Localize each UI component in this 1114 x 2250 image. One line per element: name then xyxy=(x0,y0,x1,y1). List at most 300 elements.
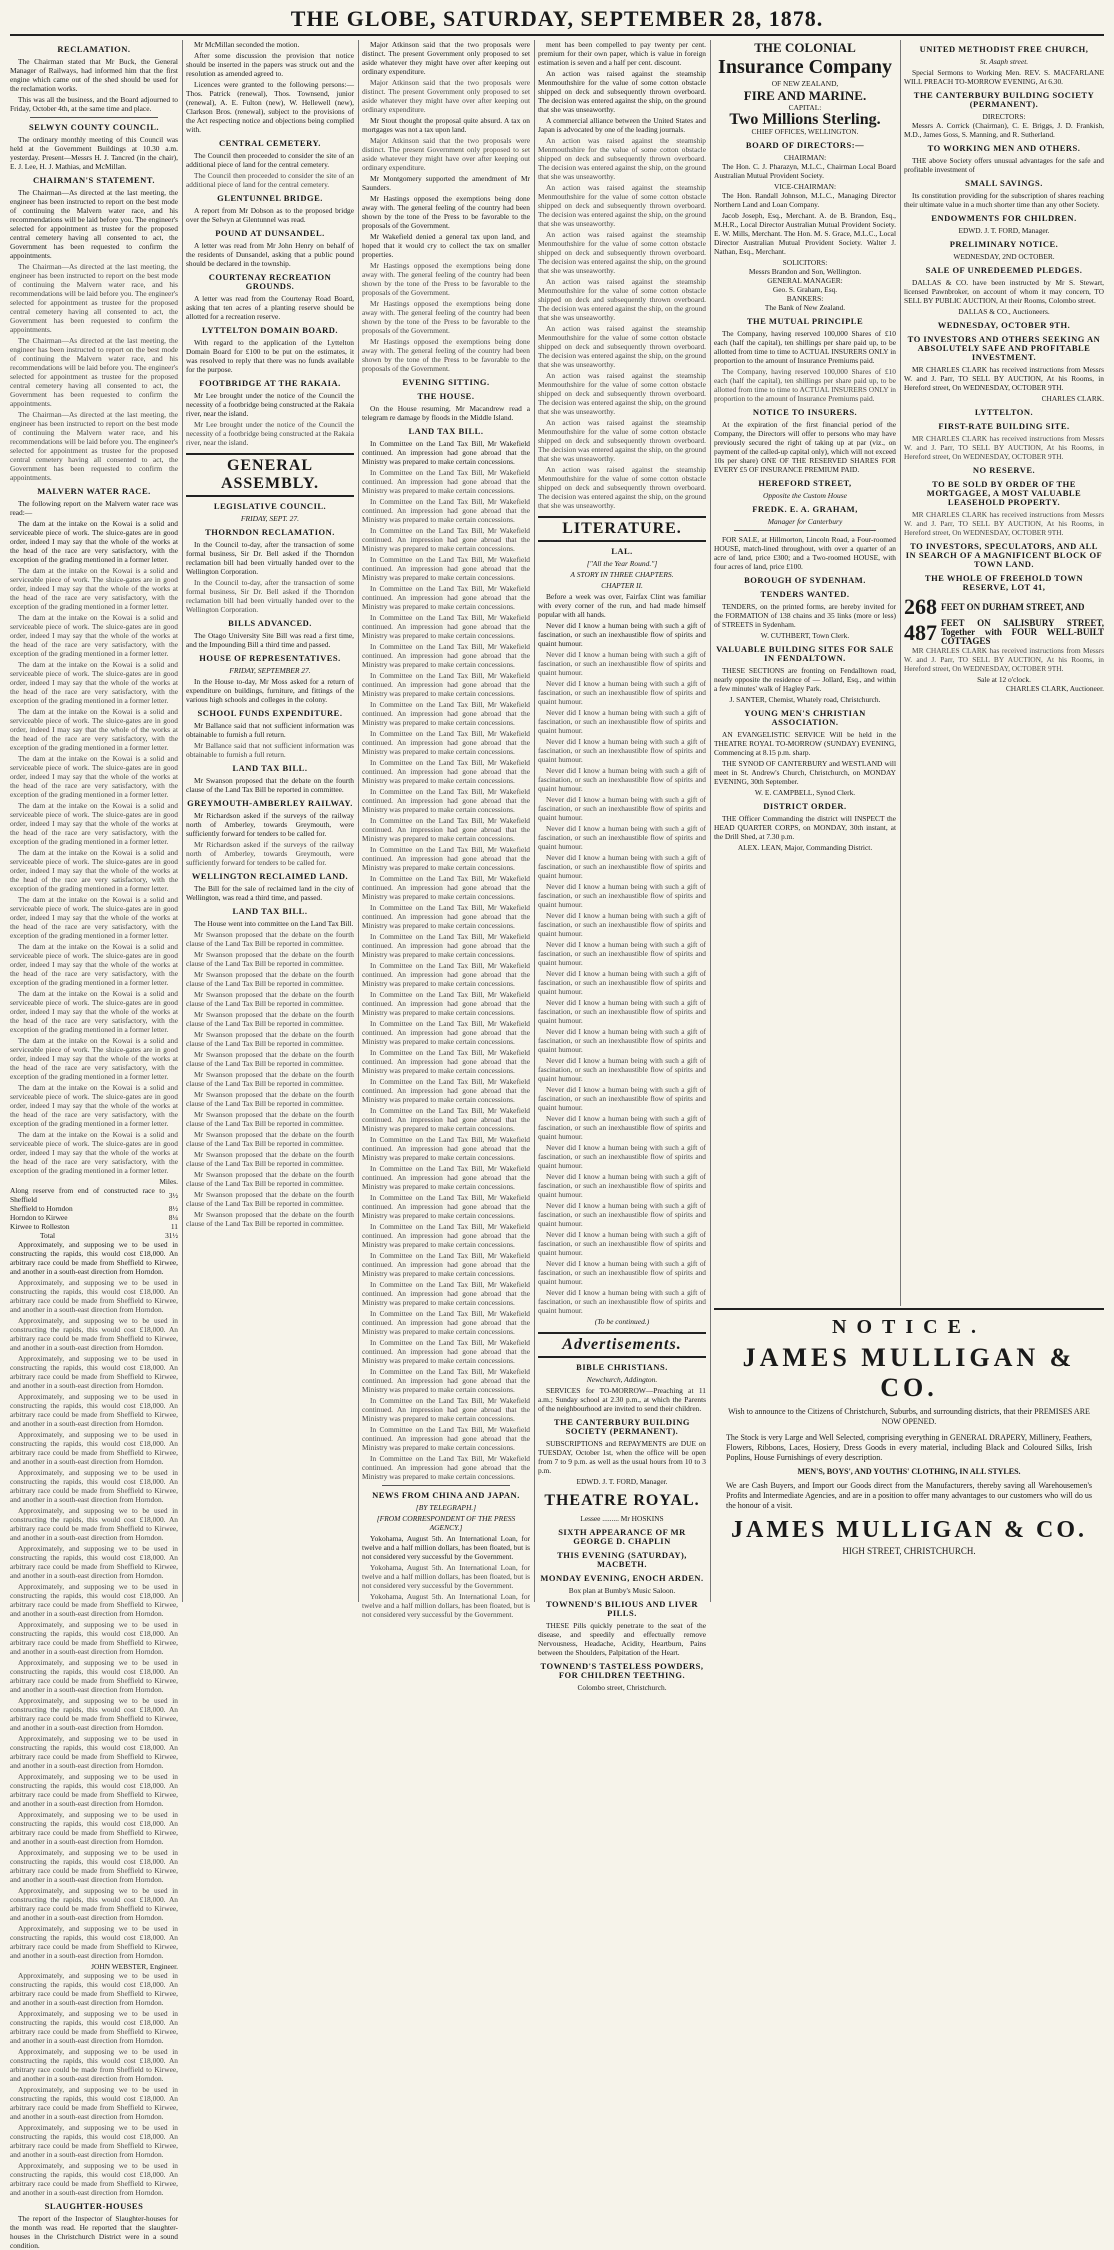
solicitors: Messrs Brandon and Son, Wellington. xyxy=(748,267,862,276)
mulligan-name: JAMES MULLIGAN & CO. xyxy=(742,1343,1076,1402)
divider xyxy=(30,117,158,118)
townends-tasteless: TOWNEND'S TASTELESS POWDERS, FOR CHILDREN TEETHING. xyxy=(540,1661,704,1680)
clark-filler: MR CHARLES CLARK has received instructions from Messrs W. and J. Parr, TO SELL BY AUCTION, At his Rooms, in Hereford street, On WEDNESDAY, OCTOBER 9TH. xyxy=(904,434,1104,461)
house-text: On the House resuming, Mr Macandrew read a telegram re damage by floods in the Middle Island. xyxy=(362,404,530,422)
news-sub-2: [FROM CORRESPONDENT OF THE PRESS AGENCY.] xyxy=(376,1514,516,1532)
bible-heading: BIBLE CHRISTIANS. xyxy=(576,1362,668,1372)
after-table-filler: Approximately, and supposing we to be used in constructing the rapids, this would cost £18,000. An arbitrary race could be made from Sheffield to Kirwee, and another in a south-east direction from Horndon. xyxy=(10,1392,178,1428)
landtax-filler: In Committee on the Land Tax Bill, Mr Wakefield continued. An impression had gone abroad that the Ministry was prepared to make certain concessions. xyxy=(362,990,530,1017)
small-text: Its constitution providing for the subscription of shares reaching their ultimate value in a much shorter time than any other Society. xyxy=(904,191,1104,209)
selwyn-text: The ordinary monthly meeting of this Council was held at the Government Buildings at 10.30 a.m. yesterday. Present—Messrs H. J. Tancred (in the chair), E. J. Lee, H. J. Mathias, and McMillan. xyxy=(10,135,178,171)
landtax-filler: In Committee on the Land Tax Bill, Mr Wakefield continued. An impression had gone abroad that the Ministry was prepared to make certain concessions. xyxy=(362,1309,530,1336)
landtax-filler: In Committee on the Land Tax Bill, Mr Wakefield continued. An impression had gone abroad that the Ministry was prepared to make certain concessions. xyxy=(362,1454,530,1481)
for-sale-text: FOR SALE, at Hillmorton, Lincoln Road, a Four-roomed HOUSE, match-lined throughout, with over a quarter of an acre of land, price £300; and a Two-roomed HOUSE, with four acres of land, price £100. xyxy=(714,535,896,571)
freehold-heading: THE WHOLE OF FREEHOLD TOWN RESERVE, LOT 41, xyxy=(924,573,1084,592)
greymouth-heading: GREYMOUTH-AMBERLEY RAILWAY. xyxy=(187,798,353,808)
bible-text: SERVICES for TO-MORROW—Preaching at 11 a.m.; Sunday school at 2.30 p.m., at which the Parents of the neighbourhood are invited to send their children. xyxy=(538,1386,706,1413)
wellington-text: The Bill for the sale of reclaimed land in the city of Wellington, was read a third time, and passed. xyxy=(186,884,354,902)
story-filler: Never did I know a human being with such a gift of fascination, or such an inexhaustible flow of spirits and quaint humour. xyxy=(538,1288,706,1315)
masthead: THE GLOBE, SATURDAY, SEPTEMBER 28, 1878. xyxy=(290,6,824,31)
landtax-filler: In Committee on the Land Tax Bill, Mr Wakefield continued. An impression had gone abroad that the Ministry was prepared to make certain concessions. xyxy=(362,497,530,524)
valuable-heading: VALUABLE BUILDING SITES FOR SALE IN FENDALTOWN. xyxy=(716,644,894,663)
miles-label: Miles. xyxy=(159,1177,178,1186)
after-table-filler: Approximately, and supposing we to be used in constructing the rapids, this would cost £18,000. An arbitrary race could be made from Sheffield to Kirwee, and another in a south-east direction from Horndon. xyxy=(10,2047,178,2083)
after-table-filler: Approximately, and supposing we to be used in constructing the rapids, this would cost £18,000. An arbitrary race could be made from Sheffield to Kirwee, and another in a south-east direction from Horndon. xyxy=(10,1316,178,1352)
landtax-filler: In Committee on the Land Tax Bill, Mr Wakefield continued. An impression had gone abroad that the Ministry was prepared to make certain concessions. xyxy=(362,1425,530,1452)
wakefield-filler: Mr Hastings opposed the exemptions being done away with. The general feeling of the country had been shown by the tone of the Press to be favorable to the proposals of the Government. xyxy=(362,299,530,335)
after-table-filler: Approximately, and supposing we to be used in constructing the rapids, this would cost £18,000. An arbitrary race could be made from Sheffield to Kirwee, and another in a south-east direction from Horndon. xyxy=(10,1354,178,1390)
ymca-text: AN EVANGELISTIC SERVICE Will be held in the THEATRE ROYAL TO-MORROW (SUNDAY) EVENING, Commencing at 8.15 p.m. sharp. xyxy=(714,730,896,757)
column-divider xyxy=(710,40,711,1602)
notice-heading: NOTICE TO INSURERS. xyxy=(752,407,858,417)
after-table-filler: Approximately, and supposing we to be used in constructing the rapids, this would cost £18,000. An arbitrary race could be made from Sheffield to Kirwee, and another in a south-east direction from Horndon. xyxy=(10,1971,178,2007)
land-tax-filler: Mr Swanson proposed that the debate on the fourth clause of the Land Tax Bill be reported in committee. xyxy=(186,1030,354,1048)
landtax-filler: In Committee on the Land Tax Bill, Mr Wakefield continued. An impression had gone abroad that the Ministry was prepared to make certain concessions. xyxy=(362,1396,530,1423)
table-cell-value: 11 xyxy=(170,1222,178,1231)
land-tax-heading: LAND TAX BILL. xyxy=(232,763,308,773)
news-heading: NEWS FROM CHINA AND JAPAN. xyxy=(372,1490,520,1500)
malvern-body-filler: The dam at the intake on the Kowai is a solid and serviceable piece of work. The sluice-gates are in good order, indeed I may say that the whole of the works at the head of the race are very satisfactory, with the exception of the grading mentioned in a former letter. xyxy=(10,848,178,893)
after-table-filler: Approximately, and supposing we to be used in constructing the rapids, this would cost £18,000. An arbitrary race could be made from Sheffield to Kirwee, and another in a south-east direction from Horndon. xyxy=(10,1924,178,1960)
landtax-filler: In Committee on the Land Tax Bill, Mr Wakefield continued. An impression had gone abroad that the Ministry was prepared to make certain concessions. xyxy=(362,1251,530,1278)
landtax-filler: In Committee on the Land Tax Bill, Mr Wakefield continued. An impression had gone abroad that the Ministry was prepared to make certain concessions. xyxy=(362,1164,530,1191)
capital: Two Millions Sterling. xyxy=(729,111,881,128)
landtax-filler: In Committee on the Land Tax Bill, Mr Wakefield continued. An impression had gone abroad that the Ministry was prepared to make certain concessions. xyxy=(362,1193,530,1220)
story-filler: Never did I know a human being with such a gift of fascination, or such an inexhaustible flow of spirits and quaint humour. xyxy=(538,998,706,1025)
directors-label: DIRECTORS: xyxy=(982,112,1026,121)
after-table-filler: Approximately, and supposing we to be used in constructing the rapids, this would cost £18,000. An arbitrary race could be made from Sheffield to Kirwee, and another in a south-east direction from Horndon. xyxy=(10,1810,178,1846)
graham-sub: Manager for Canterbury xyxy=(767,517,843,526)
column-6 xyxy=(904,40,1104,1306)
landtax-filler: In Committee on the Land Tax Bill, Mr Wakefield continued. An impression had gone abroad that the Ministry was prepared to make certain concessions. xyxy=(362,700,530,727)
unredeemed-heading: SALE OF UNREDEEMED PLEDGES. xyxy=(925,265,1083,275)
column-2 xyxy=(186,40,354,1602)
mutual-text: The Company, having reserved 100,000 Shares of £10 each (half the capital), ten shillings per share paid up, to be allotted from time to time to ACTUAL INSURERS ONLY in proportion to the amount of Insurance Premiums paid. xyxy=(714,329,896,365)
ballance-filler: Mr Ballance said that not sufficient information was obtainable to furnish a full return. xyxy=(186,741,354,759)
story-filler: Never did I know a human being with such a gift of fascination, or such an inexhaustible flow of spirits and quaint humour. xyxy=(538,853,706,880)
lyttelton-heading: LYTTELTON. xyxy=(974,407,1034,417)
story-filler: Never did I know a human being with such a gift of fascination, or such an inexhaustible flow of spirits and quaint humour. xyxy=(538,1230,706,1257)
final-sign: CHARLES CLARK, Auctioneer. xyxy=(1005,684,1104,693)
mulligan-text-2: The Stock is very Large and Well Selected, comprising everything in GENERAL DRAPERY, Millinery, Feathers, Flowers, Ribbons, Laces, Hosiery, Dress Goods in every material, including Black and Coloured Silks, Irish Poplins, House Furnishings of every description. xyxy=(726,1433,1092,1462)
synod-text: THE SYNOD OF CANTERBURY and WESTLAND will meet in St. Andrew's Church, Christchurch, on MONDAY EVENING, 30th September. xyxy=(714,759,896,786)
reclamation-heading: RECLAMATION. xyxy=(57,44,131,54)
malvern-body-filler: The dam at the intake on the Kowai is a solid and serviceable piece of work. The sluice-gates are in good order, indeed I may say that the whole of the works at the head of the race are very satisfactory, with the exception of the grading mentioned in a former letter. xyxy=(10,660,178,705)
clark-sign: CHARLES CLARK. xyxy=(1041,394,1104,403)
district-sign: ALEX. LEAN, Major, Commanding District. xyxy=(737,843,873,852)
legislative-heading: LEGISLATIVE COUNCIL. xyxy=(213,501,327,511)
table-cell-value: 31½ xyxy=(165,1231,178,1240)
top-filler: An action was raised against the steamship Menmouthshire for the value of some cotton obstacle shipped on deck and subsequently thrown overboard. The decision was entered against the ship, on the ground that she was unseaworthy. xyxy=(538,465,706,510)
rakaia-filler: Mr Lee brought under the notice of the Council the necessity of a footbridge being constructed at the Rakaia river, near the island. xyxy=(186,420,354,447)
intro-text: Mr McMillan seconded the motion. xyxy=(194,40,300,49)
malvern-body-filler: The dam at the intake on the Kowai is a solid and serviceable piece of work. The sluice-gates are in good order, indeed I may say that the whole of the works at the head of the race are very satisfactory, with the exception of the grading mentioned in a former letter. xyxy=(10,1036,178,1081)
selwyn-heading: SELWYN COUNTY COUNCIL. xyxy=(28,122,160,132)
landtax-filler: In Committee on the Land Tax Bill, Mr Wakefield continued. An impression had gone abroad that the Ministry was prepared to make certain concessions. xyxy=(362,1135,530,1162)
theatre-appearance: SIXTH APPEARANCE OF MR GEORGE D. CHAPLIN xyxy=(558,1527,686,1546)
chairman-label: CHAIRMAN: xyxy=(783,153,827,162)
malvern-body-filler: The dam at the intake on the Kowai is a solid and serviceable piece of work. The sluice-gates are in good order, indeed I may say that the whole of the works at the head of the race are very satisfactory, with the exception of the grading mentioned in a former letter. xyxy=(10,801,178,846)
hereford-heading: HEREFORD STREET, xyxy=(758,478,852,488)
news-text: Yokohama, August 5th. An International Loan, for twelve and a half million dollars, has been floated, but is not considered very successful by the Government. xyxy=(362,1534,530,1561)
table-row xyxy=(10,1186,178,1204)
rakaia-heading: FOOTBRIDGE AT THE RAKAIA. xyxy=(199,378,341,388)
manager: Geo. S. Graham, Esq. xyxy=(772,285,838,294)
after-table-filler: Approximately, and supposing we to be used in constructing the rapids, this would cost £18,000. An arbitrary race could be made from Sheffield to Kirwee, and another in a south-east direction from Horndon. xyxy=(10,1696,178,1732)
district-text: THE Officer Commanding the district will INSPECT the HEAD QUARTER CORPS, on MONDAY, 30th instant, at the Drill Shed, at 7.30 p.m. xyxy=(714,814,896,841)
column-3 xyxy=(362,40,530,1619)
landtax-filler: In Committee on the Land Tax Bill, Mr Wakefield continued. An impression had gone abroad that the Ministry was prepared to make certain concessions. xyxy=(362,1077,530,1104)
malvern-body-filler: The dam at the intake on the Kowai is a solid and serviceable piece of work. The sluice-gates are in good order, indeed I may say that the whole of the works at the head of the race are very satisfactory, with the exception of the grading mentioned in a former letter. xyxy=(10,566,178,611)
montgomery-text: Mr Montgomery supported the amendment of Mr Saunders. xyxy=(362,174,530,192)
story-filler: Never did I know a human being with such a gift of fascination, or such an inexhaustible flow of spirits and quaint humour. xyxy=(538,1143,706,1170)
land-tax-filler: Mr Swanson proposed that the debate on the fourth clause of the Land Tax Bill be reported in committee. xyxy=(186,1110,354,1128)
frontage-salisbury xyxy=(904,619,1104,646)
story-filler: Never did I know a human being with such a gift of fascination, or such an inexhaustible flow of spirits and quaint humour. xyxy=(538,708,706,735)
thorndon-text: In the Council to-day, after the transaction of some formal business, Sir Dr. Bell asked if the Thorndon reclamation bill had been virtually handed over to the Wellington Corporation. xyxy=(186,540,354,576)
townends-text: THESE Pills quickly penetrate to the seat of the disease, and speedily and effectually remove Nervousness, Headache, Acidity, Heartburn, Pains between the Shoulders, Palpitation of the Heart. xyxy=(538,1621,706,1657)
land-tax-text: Mr Swanson proposed that the debate on the fourth clause of the Land Tax Bill be reported in committee. xyxy=(186,776,354,794)
investors-heading: TO INVESTORS AND OTHERS SEEKING AN ABSOLUTELY SAFE AND PROFITABLE INVESTMENT. xyxy=(907,334,1101,362)
land-tax-filler: Mr Swanson proposed that the debate on the fourth clause of the Land Tax Bill be reported in committee. xyxy=(186,930,354,948)
land-tax-filler: Mr Swanson proposed that the debate on the fourth clause of the Land Tax Bill be reported in committee. xyxy=(186,1090,354,1108)
top-text-3: A commercial alliance between the United States and Japan is advocated by one of the leading journals. xyxy=(538,116,706,134)
landtax-filler: In Committee on the Land Tax Bill, Mr Wakefield continued. An impression had gone abroad that the Ministry was prepared to make certain concessions. xyxy=(362,468,530,495)
atkinson-text: Major Atkinson said that the two proposals were distinct. The present Government only proposed to set aside whatever they might have over after keeping out ordinary expenditure. xyxy=(362,40,530,76)
legislative-date: FRIDAY, SEPT. 27. xyxy=(240,514,300,523)
story-sub: ["All the Year Round."] xyxy=(586,559,658,568)
slaughter-text: The report of the Inspector of Slaughter-houses for the month was read. He reported that the slaughter-houses in the Christchurch District were in a sound condition. xyxy=(10,2214,178,2250)
land-tax-heading-2: LAND TAX BILL. xyxy=(232,906,308,916)
colonial-title-2: Insurance Company xyxy=(718,56,892,78)
continued: (To be continued.) xyxy=(594,1317,650,1326)
after-table-filler: Approximately, and supposing we to be used in constructing the rapids, this would cost £18,000. An arbitrary race could be made from Sheffield to Kirwee, and another in a south-east direction from Horndon. xyxy=(10,1620,178,1656)
landtax-filler: In Committee on the Land Tax Bill, Mr Wakefield continued. An impression had gone abroad that the Ministry was prepared to make certain concessions. xyxy=(362,874,530,901)
thorndon-filler: In the Council to-day, after the transaction of some formal business, Sir Dr. Bell asked if the Thorndon reclamation bill had been virtually handed over to the Wellington Corporation. xyxy=(186,578,354,614)
land-tax-filler: Mr Swanson proposed that the debate on the fourth clause of the Land Tax Bill be reported in committee. xyxy=(186,1010,354,1028)
table-cell-label: Along reserve from end of constructed race to Sheffield xyxy=(10,1186,166,1204)
adverts-heading: Advertisements. xyxy=(538,1332,706,1358)
licences-text: Licences were granted to the following persons:—Thos. Patrick (renewal), Thos. Townsend, junior (renewal), A. E. Fulton (new), W. Hellewell (new), Clarkson Bros. (renewal), subject to the provisions of the Act respecting notice and objections being complied with. xyxy=(186,80,354,134)
theatre-lessee: Lessee ......... Mr HOSKINS xyxy=(580,1514,664,1523)
stout-text: Mr Stout thought the proposal quite absurd. A tax on mortgages was not a tax upon land. xyxy=(362,116,530,134)
ballance-heading: SCHOOL FUNDS EXPENDITURE. xyxy=(197,708,343,718)
theatre-evening: THIS EVENING (SATURDAY), MACBETH. xyxy=(557,1550,687,1569)
landtax-filler: In Committee on the Land Tax Bill, Mr Wakefield continued. An impression had gone abroad that the Ministry was prepared to make certain concessions. xyxy=(362,1019,530,1046)
chairman-heading: CHAIRMAN'S STATEMENT. xyxy=(33,175,155,185)
wakefield-filler: Mr Hastings opposed the exemptions being done away with. The general feeling of the country had been shown by the tone of the Press to be favorable to the proposals of the Government. xyxy=(362,261,530,297)
landtax-filler: In Committee on the Land Tax Bill, Mr Wakefield continued. An impression had gone abroad that the Ministry was prepared to make certain concessions. xyxy=(362,1222,530,1249)
story-title: LAL. xyxy=(611,546,633,556)
story-filler: Never did I know a human being with such a gift of fascination, or such an inexhaustible flow of spirits and quaint humour. xyxy=(538,1114,706,1141)
colonial-title-1: THE COLONIAL xyxy=(754,40,856,55)
chairman-text: The Chairman—As directed at the last meeting, the engineer has been instructed to report on the best mode of continuing the Malvern water race, and his recommendations will be laid before you. The engineer's selected for appointment as trustee for the proposed central cemetery having all consented to act, the Government has been requested to confirm the appointments. xyxy=(10,188,178,260)
chairman-text-filler: The Chairman—As directed at the last meeting, the engineer has been instructed to report on the best mode of continuing the Malvern water race, and his recommendations will be laid before you. The engineer's selected for appointment as trustee for the proposed central cemetery having all consented to act, the Government has been requested to confirm the appointments. xyxy=(10,410,178,482)
malvern-body-filler: The dam at the intake on the Kowai is a solid and serviceable piece of work. The sluice-gates are in good order, indeed I may say that the whole of the works at the head of the race are very satisfactory, with the exception of the grading mentioned in a former letter. xyxy=(10,1130,178,1175)
after-table-filler: Approximately, and supposing we to be used in constructing the rapids, this would cost £18,000. An arbitrary race could be made from Sheffield to Kirwee, and another in a south-east direction from Horndon. xyxy=(10,2085,178,2121)
column-divider xyxy=(182,40,183,1602)
landtax-text: In Committee on the Land Tax Bill, Mr Wakefield continued. An impression had gone abroad that the Ministry was prepared to make certain concessions. xyxy=(362,439,530,466)
land-tax-filler: Mr Swanson proposed that the debate on the fourth clause of the Land Tax Bill be reported in committee. xyxy=(186,950,354,968)
story-filler: Never did I know a human being with such a gift of fascination, or such an inexhaustible flow of spirits and quaint humour. xyxy=(538,940,706,967)
after-table-filler: Approximately, and supposing we to be used in constructing the rapids, this would cost £18,000. An arbitrary race could be made from Sheffield to Kirwee, and another in a south-east direction from Horndon. xyxy=(10,1544,178,1580)
solicitors-label: SOLICITORS: xyxy=(782,258,828,267)
dallas-sign: DALLAS & CO., Auctioneers. xyxy=(958,307,1050,316)
literature-heading: LITERATURE. xyxy=(538,516,706,542)
house-text: In the House to-day, Mr Moss asked for a return of expenditure on buildings, furniture, and fittings of the various high schools and colleges in the colony. xyxy=(186,677,354,704)
valuable-sign: J. SANTER, Chemist, Whately road, Christchurch. xyxy=(729,695,881,704)
thorndon-heading: THORNDON RECLAMATION. xyxy=(205,527,335,537)
land-tax-filler: Mr Swanson proposed that the debate on the fourth clause of the Land Tax Bill be reported in committee. xyxy=(186,1170,354,1188)
story-filler: Never did I know a human being with such a gift of fascination, or such an inexhaustible flow of spirits and quaint humour. xyxy=(538,795,706,822)
colonial-title-3: OF NEW ZEALAND, xyxy=(771,79,839,88)
chapter: CHAPTER II. xyxy=(601,581,643,590)
malvern-body-filler: The dam at the intake on the Kowai is a solid and serviceable piece of work. The sluice-gates are in good order, indeed I may say that the whole of the works at the head of the race are very satisfactory, with the exception of the grading mentioned in a former letter. xyxy=(10,613,178,658)
recreation-heading: COURTENAY RECREATION GROUNDS. xyxy=(208,272,332,291)
signoff: JOHN WEBSTER, Engineer. xyxy=(91,1962,178,1971)
landtax-filler: In Committee on the Land Tax Bill, Mr Wakefield continued. An impression had gone abroad that the Ministry was prepared to make certain concessions. xyxy=(362,613,530,640)
after-table-text: Approximately, and supposing we to be used in constructing the rapids, this would cost £18,000. An arbitrary race could be made from Sheffield to Kirwee, and another in a south-east direction from Horndon. xyxy=(10,1240,178,1276)
house-date: FRIDAY, SEPTEMBER 27. xyxy=(229,666,311,675)
bills-heading: BILLS ADVANCED. xyxy=(228,618,312,628)
column-divider xyxy=(900,40,901,1306)
story-sub-2: A STORY IN THREE CHAPTERS. xyxy=(570,570,674,579)
after-table-filler: Approximately, and supposing we to be used in constructing the rapids, this would cost £18,000. An arbitrary race could be made from Sheffield to Kirwee, and another in a south-east direction from Horndon. xyxy=(10,1848,178,1884)
story-filler: Never did I know a human being with such a gift of fascination, or such an inexhaustible flow of spirits and quaint humour. xyxy=(538,1259,706,1286)
sitting-heading: EVENING SITTING. xyxy=(402,377,490,387)
canterbury-building: THE CANTERBURY BUILDING SOCIETY (PERMANENT). xyxy=(553,1417,691,1436)
malvern-body-filler: The dam at the intake on the Kowai is a solid and serviceable piece of work. The sluice-gates are in good order, indeed I may say that the whole of the works at the head of the race are very satisfactory, with the exception of the grading mentioned in a former letter. xyxy=(10,895,178,940)
top-filler: An action was raised against the steamship Menmouthshire for the value of some cotton obstacle shipped on deck and subsequently thrown overboard. The decision was entered against the ship, on the ground that she was unseaworthy. xyxy=(538,183,706,228)
top-filler: An action was raised against the steamship Menmouthshire for the value of some cotton obstacle shipped on deck and subsequently thrown overboard. The decision was entered against the ship, on the ground that she was unseaworthy. xyxy=(538,324,706,369)
ymca-heading: YOUNG MEN'S CHRISTIAN ASSOCIATION. xyxy=(744,708,866,727)
hereford-sub: Opposite the Custom House xyxy=(763,491,847,500)
vice: The Hon. Randall Johnson, M.L.C., Managing Director Northern Land and Loan Company. xyxy=(714,191,896,209)
landtax-filler: In Committee on the Land Tax Bill, Mr Wakefield continued. An impression had gone abroad that the Ministry was prepared to make certain concessions. xyxy=(362,903,530,930)
story-text: Before a week was over, Fairfax Clint was familiar with every corner of the run, and had made himself popular with all hands. xyxy=(538,592,706,619)
glentunnel-text: A report from Mr Dobson as to the proposed bridge over the Selwyn at Glentunnel was read. xyxy=(186,206,354,224)
top-text: ment has been compelled to pay twenty per cent. premium for their own paper, which is value in foreign estimation is seven and a half per cent. discount. xyxy=(538,40,706,67)
story-filler: Never did I know a human being with such a gift of fascination, or such an inexhaustible flow of spirits and quaint humour. xyxy=(538,679,706,706)
vice-label: VICE-CHAIRMAN: xyxy=(774,182,836,191)
story-filler: Never did I know a human being with such a gift of fascination, or such an inexhaustible flow of spirits and quaint humour. xyxy=(538,650,706,677)
after-table-filler: Approximately, and supposing we to be used in constructing the rapids, this would cost £18,000. An arbitrary race could be made from Sheffield to Kirwee, and another in a south-east direction from Horndon. xyxy=(10,1734,178,1770)
stout-filler: Major Atkinson said that the two proposals were distinct. The present Government only proposed to set aside whatever they might have over after keeping out ordinary expenditure. xyxy=(362,136,530,172)
after-table-filler: Approximately, and supposing we to be used in constructing the rapids, this would cost £18,000. An arbitrary race could be made from Sheffield to Kirwee, and another in a south-east direction from Horndon. xyxy=(10,1582,178,1618)
glentunnel-heading: GLENTUNNEL BRIDGE. xyxy=(217,193,323,203)
column-1 xyxy=(10,40,178,2250)
news-filler: Yokohama, August 5th. An International Loan, for twelve and a half million dollars, has been floated, but is not considered very successful by the Government. xyxy=(362,1563,530,1590)
landtax-filler: In Committee on the Land Tax Bill, Mr Wakefield continued. An impression had gone abroad that the Ministry was prepared to make certain concessions. xyxy=(362,961,530,988)
greymouth-text: Mr Richardson asked if the surveys of the railway north of Amberley, towards Greymouth, were sufficiently forward for tenders to be called for. xyxy=(186,811,354,838)
after-table-filler: Approximately, and supposing we to be used in constructing the rapids, this would cost £18,000. An arbitrary race could be made from Sheffield to Kirwee, and another in a south-east direction from Horndon. xyxy=(10,2123,178,2159)
landtax-filler: In Committee on the Land Tax Bill, Mr Wakefield continued. An impression had gone abroad that the Ministry was prepared to make certain concessions. xyxy=(362,671,530,698)
land-tax-filler: Mr Swanson proposed that the debate on the fourth clause of the Land Tax Bill be reported in committee. xyxy=(186,1130,354,1148)
landtax-filler: In Committee on the Land Tax Bill, Mr Wakefield continued. An impression had gone abroad that the Ministry was prepared to make certain concessions. xyxy=(362,816,530,843)
house-heading: HOUSE OF REPRESENTATIVES. xyxy=(199,653,341,663)
story-filler: Never did I know a human being with such a gift of fascination, or such an inexhaustible flow of spirits and quaint humour. xyxy=(538,824,706,851)
landtax-filler: In Committee on the Land Tax Bill, Mr Wakefield continued. An impression had gone abroad that the Ministry was prepared to make certain concessions. xyxy=(362,787,530,814)
first-rate: FIRST-RATE BUILDING SITE. xyxy=(938,421,1070,431)
chairman-text-filler: The Chairman—As directed at the last meeting, the engineer has been instructed to report on the best mode of continuing the Malvern water race, and his recommendations will be laid before you. The engineer's selected for appointment as trustee for the proposed central cemetery having all consented to act, the Government has been requested to confirm the appointments. xyxy=(10,336,178,408)
body-text: After some discussion the provision that notice should be inserted in the papers was struck out and the resolution as amended agreed to. xyxy=(186,51,354,78)
landtax-filler: In Committee on the Land Tax Bill, Mr Wakefield continued. An impression had gone abroad that the Ministry was prepared to make certain concessions. xyxy=(362,555,530,582)
table-row xyxy=(10,1204,178,1213)
land-tax-filler: Mr Swanson proposed that the debate on the fourth clause of the Land Tax Bill be reported in committee. xyxy=(186,1070,354,1088)
landtax-filler: In Committee on the Land Tax Bill, Mr Wakefield continued. An impression had gone abroad that the Ministry was prepared to make certain concessions. xyxy=(362,729,530,756)
divider xyxy=(734,530,876,531)
bankers-label: BANKERS: xyxy=(786,294,824,303)
wakefield-text: Mr Wakefield denied a general tax upon land, and hoped that it would cry to collect the tax on smaller properties. xyxy=(362,232,530,259)
bills-text: The Otago University Site Bill was read a first time, and the Impounding Bill a third time and passed. xyxy=(186,631,354,649)
after-table-filler: Approximately, and supposing we to be used in constructing the rapids, this would cost £18,000. An arbitrary race could be made from Sheffield to Kirwee, and another in a south-east direction from Horndon. xyxy=(10,1658,178,1694)
colonial-title-4: FIRE AND MARINE. xyxy=(743,88,867,103)
table-row xyxy=(10,1231,178,1240)
wed-heading: WEDNESDAY, OCTOBER 9TH. xyxy=(937,320,1071,330)
closing-text: This was all the business, and the Board adjourned to Friday, October 4th, at the same time and place. xyxy=(10,95,178,113)
landtax-heading: LAND TAX BILL. xyxy=(408,426,484,436)
top-filler: An action was raised against the steamship Menmouthshire for the value of some cotton obstacle shipped on deck and subsequently thrown overboard. The decision was entered against the ship, on the ground that she was unseaworthy. xyxy=(538,371,706,416)
table-cell-value: 8¼ xyxy=(168,1213,178,1222)
news-filler: Yokohama, August 5th. An International Loan, for twelve and a half million dollars, has been floated, but is not considered very successful by the Government. xyxy=(362,1592,530,1619)
notice-title: NOTICE. xyxy=(832,1316,986,1338)
endow-heading: ENDOWMENTS FOR CHILDREN. xyxy=(931,213,1077,223)
wellington-heading: WELLINGTON RECLAIMED LAND. xyxy=(191,871,349,881)
after-table-filler: Approximately, and supposing we to be used in constructing the rapids, this would cost £18,000. An arbitrary race could be made from Sheffield to Kirwee, and another in a south-east direction from Horndon. xyxy=(10,1506,178,1542)
landtax-filler: In Committee on the Land Tax Bill, Mr Wakefield continued. An impression had gone abroad that the Ministry was prepared to make certain concessions. xyxy=(362,1367,530,1394)
working-heading: TO WORKING MEN AND OTHERS. xyxy=(927,143,1081,153)
landtax-filler: In Committee on the Land Tax Bill, Mr Wakefield continued. An impression had gone abroad that the Ministry was prepared to make certain concessions. xyxy=(362,1048,530,1075)
leasehold-heading: TO BE SOLD BY ORDER OF THE MORTGAGEE, A MOST VALUABLE LEASEHOLD PROPERTY. xyxy=(926,479,1082,507)
story-filler: Never did I know a human being with such a gift of fascination, or such an inexhaustible flow of spirits and quaint humour. xyxy=(538,911,706,938)
endow-sign: EDWD. J. T. FORD, Manager. xyxy=(958,226,1050,235)
top-filler: An action was raised against the steamship Menmouthshire for the value of some cotton obstacle shipped on deck and subsequently thrown overboard. The decision was entered against the ship, on the ground that she was unseaworthy. xyxy=(538,418,706,463)
methodist-heading: UNITED METHODIST FREE CHURCH, xyxy=(919,44,1089,54)
after-table-filler: Approximately, and supposing we to be used in constructing the rapids, this would cost £18,000. An arbitrary race could be made from Sheffield to Kirwee, and another in a south-east direction from Horndon. xyxy=(10,2009,178,2045)
lyttelton-heading: LYTTELTON DOMAIN BOARD. xyxy=(201,325,339,335)
malvern-body: The dam at the intake on the Kowai is a solid and serviceable piece of work. The sluice-gates are in good order, indeed I may say that the whole of the works at the head of the race are very satisfactory, with the exception of the grading mentioned in a former letter. xyxy=(10,519,178,564)
landtax-filler: In Committee on the Land Tax Bill, Mr Wakefield continued. An impression had gone abroad that the Ministry was prepared to make certain concessions. xyxy=(362,932,530,959)
table-cell-label: Horndon to Kirwee xyxy=(10,1213,68,1222)
preliminary-heading: PRELIMINARY NOTICE. xyxy=(949,239,1059,249)
central-filler: The Council then proceeded to consider the site of an additional piece of land for the central cemetery. xyxy=(186,171,354,189)
townends-addr: Colombo street, Christchurch. xyxy=(577,1683,667,1692)
mutual-filler: The Company, having reserved 100,000 Shares of £10 each (half the capital), ten shillings per share paid up, to be allotted from time to time to ACTUAL INSURERS ONLY in proportion to the amount of Insurance Premiums paid. xyxy=(714,367,896,403)
malvern-body-filler: The dam at the intake on the Kowai is a solid and serviceable piece of work. The sluice-gates are in good order, indeed I may say that the whole of the works at the head of the race are very satisfactory, with the exception of the grading mentioned in a former letter. xyxy=(10,989,178,1034)
townends-heading: TOWNEND'S BILIOUS AND LIVER PILLS. xyxy=(546,1599,698,1618)
after-table-filler: Approximately, and supposing we to be used in constructing the rapids, this would cost £18,000. An arbitrary race could be made from Sheffield to Kirwee, and another in a south-east direction from Horndon. xyxy=(10,1886,178,1922)
malvern-body-filler: The dam at the intake on the Kowai is a solid and serviceable piece of work. The sluice-gates are in good order, indeed I may say that the whole of the works at the head of the race are very satisfactory, with the exception of the grading mentioned in a former letter. xyxy=(10,942,178,987)
mulligan-advertisement xyxy=(714,1308,1104,1602)
small-heading: SMALL SAVINGS. xyxy=(965,178,1043,188)
mutual-heading: THE MUTUAL PRINCIPLE xyxy=(746,316,864,326)
malvern-body-filler: The dam at the intake on the Kowai is a solid and serviceable piece of work. The sluice-gates are in good order, indeed I may say that the whole of the works at the head of the race are very satisfactory, with the exception of the grading mentioned in a former letter. xyxy=(10,754,178,799)
working-text: THE above Society offers unusual advantages for the safe and profitable investment of xyxy=(904,156,1104,174)
story-filler: Never did I know a human being with such a gift of fascination, or such an inexhaustible flow of spirits and quaint humour. xyxy=(538,969,706,996)
frontage-durham xyxy=(904,595,1104,619)
after-table-filler: Approximately, and supposing we to be used in constructing the rapids, this would cost £18,000. An arbitrary race could be made from Sheffield to Kirwee, and another in a south-east direction from Horndon. xyxy=(10,1430,178,1466)
land-tax-filler: Mr Swanson proposed that the debate on the fourth clause of the Land Tax Bill be reported in committee. xyxy=(186,1210,354,1228)
news-sub: [BY TELEGRAPH.] xyxy=(415,1503,477,1512)
notice-text: At the expiration of the first financial period of the Company, the Directors will offer to persons who may have previously secured the right of taking up at par (viz., on payment of the called-up capital only), which will not exceed 10s per share) ONE OF THE RESERVED SHARES FOR EVERY £5 OF INSURANCE PREMIUM PAID. xyxy=(714,420,896,474)
after-table-filler: Approximately, and supposing we to be used in constructing the rapids, this would cost £18,000. An arbitrary race could be made from Sheffield to Kirwee, and another in a south-east direction from Horndon. xyxy=(10,1278,178,1314)
preliminary-date: WEDNESDAY, 2ND OCTOBER. xyxy=(953,252,1055,261)
landtax-filler: In Committee on the Land Tax Bill, Mr Wakefield continued. An impression had gone abroad that the Ministry was prepared to make certain concessions. xyxy=(362,1280,530,1307)
land-tax-filler: Mr Swanson proposed that the debate on the fourth clause of the Land Tax Bill be reported in committee. xyxy=(186,1050,354,1068)
pound-text: A letter was read from Mr John Henry on behalf of the residents of Dunsandel, asking that a public pound should be declared in the township. xyxy=(186,241,354,268)
central-text: The Council then proceeded to consider the site of an additional piece of land for the central cemetery. xyxy=(186,151,354,169)
no-reserve: NO RESERVE. xyxy=(972,465,1036,475)
district-heading: DISTRICT ORDER. xyxy=(763,801,847,811)
lyttelton-text: With regard to the application of the Lyttelton Domain Board for £100 to be put on the estimates, it was resolved to reply that there was no funds available for the purpose. xyxy=(186,338,354,374)
landtax-filler: In Committee on the Land Tax Bill, Mr Wakefield continued. An impression had gone abroad that the Ministry was prepared to make certain concessions. xyxy=(362,526,530,553)
top-text-2: An action was raised against the steamship Menmouthshire for the value of some cotton obstacle shipped on deck and subsequently thrown overboard. The decision was entered against the ship, on the ground that she was unseaworthy. xyxy=(538,69,706,114)
methodist-text: Special Sermons to Working Men. REV. S. MACFARLANE WILL PREACH TO-MORROW EVENING, At 6.30. xyxy=(904,68,1104,86)
board-heading: BOARD OF DIRECTORS:— xyxy=(745,140,865,150)
malvern-heading: MALVERN WATER RACE. xyxy=(37,486,151,496)
house-heading: THE HOUSE. xyxy=(417,391,475,401)
landtax-filler: In Committee on the Land Tax Bill, Mr Wakefield continued. An impression had gone abroad that the Ministry was prepared to make certain concessions. xyxy=(362,1106,530,1133)
graham-sign: FREDK. E. A. GRAHAM, xyxy=(752,504,858,514)
tenders-heading: TENDERS WANTED. xyxy=(760,589,850,599)
canterbury-heading: THE CANTERBURY BUILDING SOCIETY (PERMANENT). xyxy=(913,90,1095,109)
frontage-number: 487 xyxy=(904,619,937,645)
land-tax-filler: Mr Swanson proposed that the debate on the fourth clause of the Land Tax Bill be reported in committee. xyxy=(186,1150,354,1168)
chairman-text-filler: The Chairman—As directed at the last meeting, the engineer has been instructed to report on the best mode of continuing the Malvern water race, and his recommendations will be laid before you. The engineer's selected for appointment as trustee for the proposed central cemetery having all consented to act, the Government has been requested to confirm the appointments. xyxy=(10,262,178,334)
story-filler: Never did I know a human being with such a gift of fascination, or such an inexhaustible flow of spirits and quaint humour. xyxy=(538,1027,706,1054)
central-heading: CENTRAL CEMETERY. xyxy=(219,138,321,148)
landtax-filler: In Committee on the Land Tax Bill, Mr Wakefield continued. An impression had gone abroad that the Ministry was prepared to make certain concessions. xyxy=(362,845,530,872)
bankers: The Bank of New Zealand. xyxy=(764,303,846,312)
frontage-text: FEET ON SALISBURY STREET, Together with FOUR WELL-BUILT COTTAGES xyxy=(941,618,1104,646)
conditions: Sale at 12 o'clock. xyxy=(977,675,1031,684)
assembly-heading: GENERAL ASSEMBLY. xyxy=(186,453,354,497)
table-row xyxy=(10,1222,178,1231)
theatre-box: Box plan at Bumby's Music Saloon. xyxy=(568,1586,676,1595)
mulligan-text-3: MEN'S, BOYS', AND YOUTHS' CLOTHING, IN ALL STYLES. xyxy=(797,1467,1021,1476)
canterbury-text: SUBSCRIPTIONS and REPAYMENTS are DUE on TUESDAY, October 1st, when the office will be open from 7 to 9 p.m. as well as the usual hours from 10 to 3 p.m. xyxy=(538,1439,706,1475)
wakefield-filler: Mr Hastings opposed the exemptions being done away with. The general feeling of the country had been shown by the tone of the Press to be favorable to the proposals of the Government. xyxy=(362,337,530,373)
top-filler: An action was raised against the steamship Menmouthshire for the value of some cotton obstacle shipped on deck and subsequently thrown overboard. The decision was entered against the ship, on the ground that she was unseaworthy. xyxy=(538,136,706,181)
table-cell-label: Sheffield to Horndon xyxy=(10,1204,73,1213)
after-table-filler: Approximately, and supposing we to be used in constructing the rapids, this would cost £18,000. An arbitrary race could be made from Sheffield to Kirwee, and another in a south-east direction from Horndon. xyxy=(10,1772,178,1808)
story-filler: Never did I know a human being with such a gift of fascination, or such an inexhaustible flow of spirits and quaint humour. xyxy=(538,737,706,764)
hastings-text: Mr Hastings opposed the exemptions being done away with. The general feeling of the country had been shown by the tone of the Press to be favorable to the proposals of the Government. xyxy=(362,194,530,230)
landtax-filler: In Committee on the Land Tax Bill, Mr Wakefield continued. An impression had gone abroad that the Ministry was prepared to make certain concessions. xyxy=(362,758,530,785)
rakaia-text: Mr Lee brought under the notice of the Council the necessity of a footbridge being constructed at the Rakaia river, near the island. xyxy=(186,391,354,418)
recreation-text: A letter was read from the Courtenay Road Board, asking that ten acres of a planting reserve should be allotted for a recreation reserve. xyxy=(186,294,354,321)
reserve-table xyxy=(10,1186,178,1240)
theatre-monday: MONDAY EVENING, ENOCH ARDEN. xyxy=(540,1573,704,1583)
offices: CHIEF OFFICES, WELLINGTON. xyxy=(751,127,859,136)
clark-text: MR CHARLES CLARK has received instructions from Messrs W. and J. Parr, TO SELL BY AUCTION, At his Rooms, in Hereford street, On WEDNESDAY, OCTOBER 9TH. xyxy=(904,365,1104,392)
land-tax-text-2: The House went into committee on the Land Tax Bill. xyxy=(194,919,354,928)
methodist-sub: St. Asaph street. xyxy=(979,57,1029,66)
table-cell-label: Kirwee to Rolleston xyxy=(10,1222,70,1231)
ballance-text: Mr Ballance said that not sufficient information was obtainable to furnish a full return. xyxy=(186,721,354,739)
canterbury-sign: EDWD. J. T. FORD, Manager. xyxy=(576,1477,668,1486)
bible-sub: Newchurch, Addington. xyxy=(586,1375,658,1384)
story-filler: Never did I know a human being with such a gift of fascination, or such an inexhaustible flow of spirits and quaint humour. xyxy=(538,882,706,909)
dallas-text: DALLAS & CO. have been instructed by Mr S. Stewart, licensed Pawnbroker, on account of whom it may concern, TO SELL BY PUBLIC AUCTION, At their Rooms, Colombo street. xyxy=(904,278,1104,305)
mulligan-footer: JAMES MULLIGAN & CO. xyxy=(730,1517,1087,1543)
theatre-heading: THEATRE ROYAL. xyxy=(544,1492,700,1509)
story-filler: Never did I know a human being with such a gift of fascination, or such an inexhaustible flow of spirits and quaint humour. xyxy=(538,1056,706,1083)
mulligan-text-4: We are Cash Buyers, and Import our Goods direct from the Manufacturers, thereby saving all Warehousemen's Profits and Intermediate Agencies, and are in a position to offer many advantages to our customers who will do us the honour of a visit. xyxy=(726,1481,1092,1510)
valuable-text: THESE SECTIONS are fronting on Fendalltown road, nearly opposite the residence of — Jollard, Esq., and within a few minutes' walk of Hagley Park. xyxy=(714,666,896,693)
table-cell-label: Total xyxy=(40,1231,56,1240)
landtax-filler: In Committee on the Land Tax Bill, Mr Wakefield continued. An impression had gone abroad that the Ministry was prepared to make certain concessions. xyxy=(362,642,530,669)
